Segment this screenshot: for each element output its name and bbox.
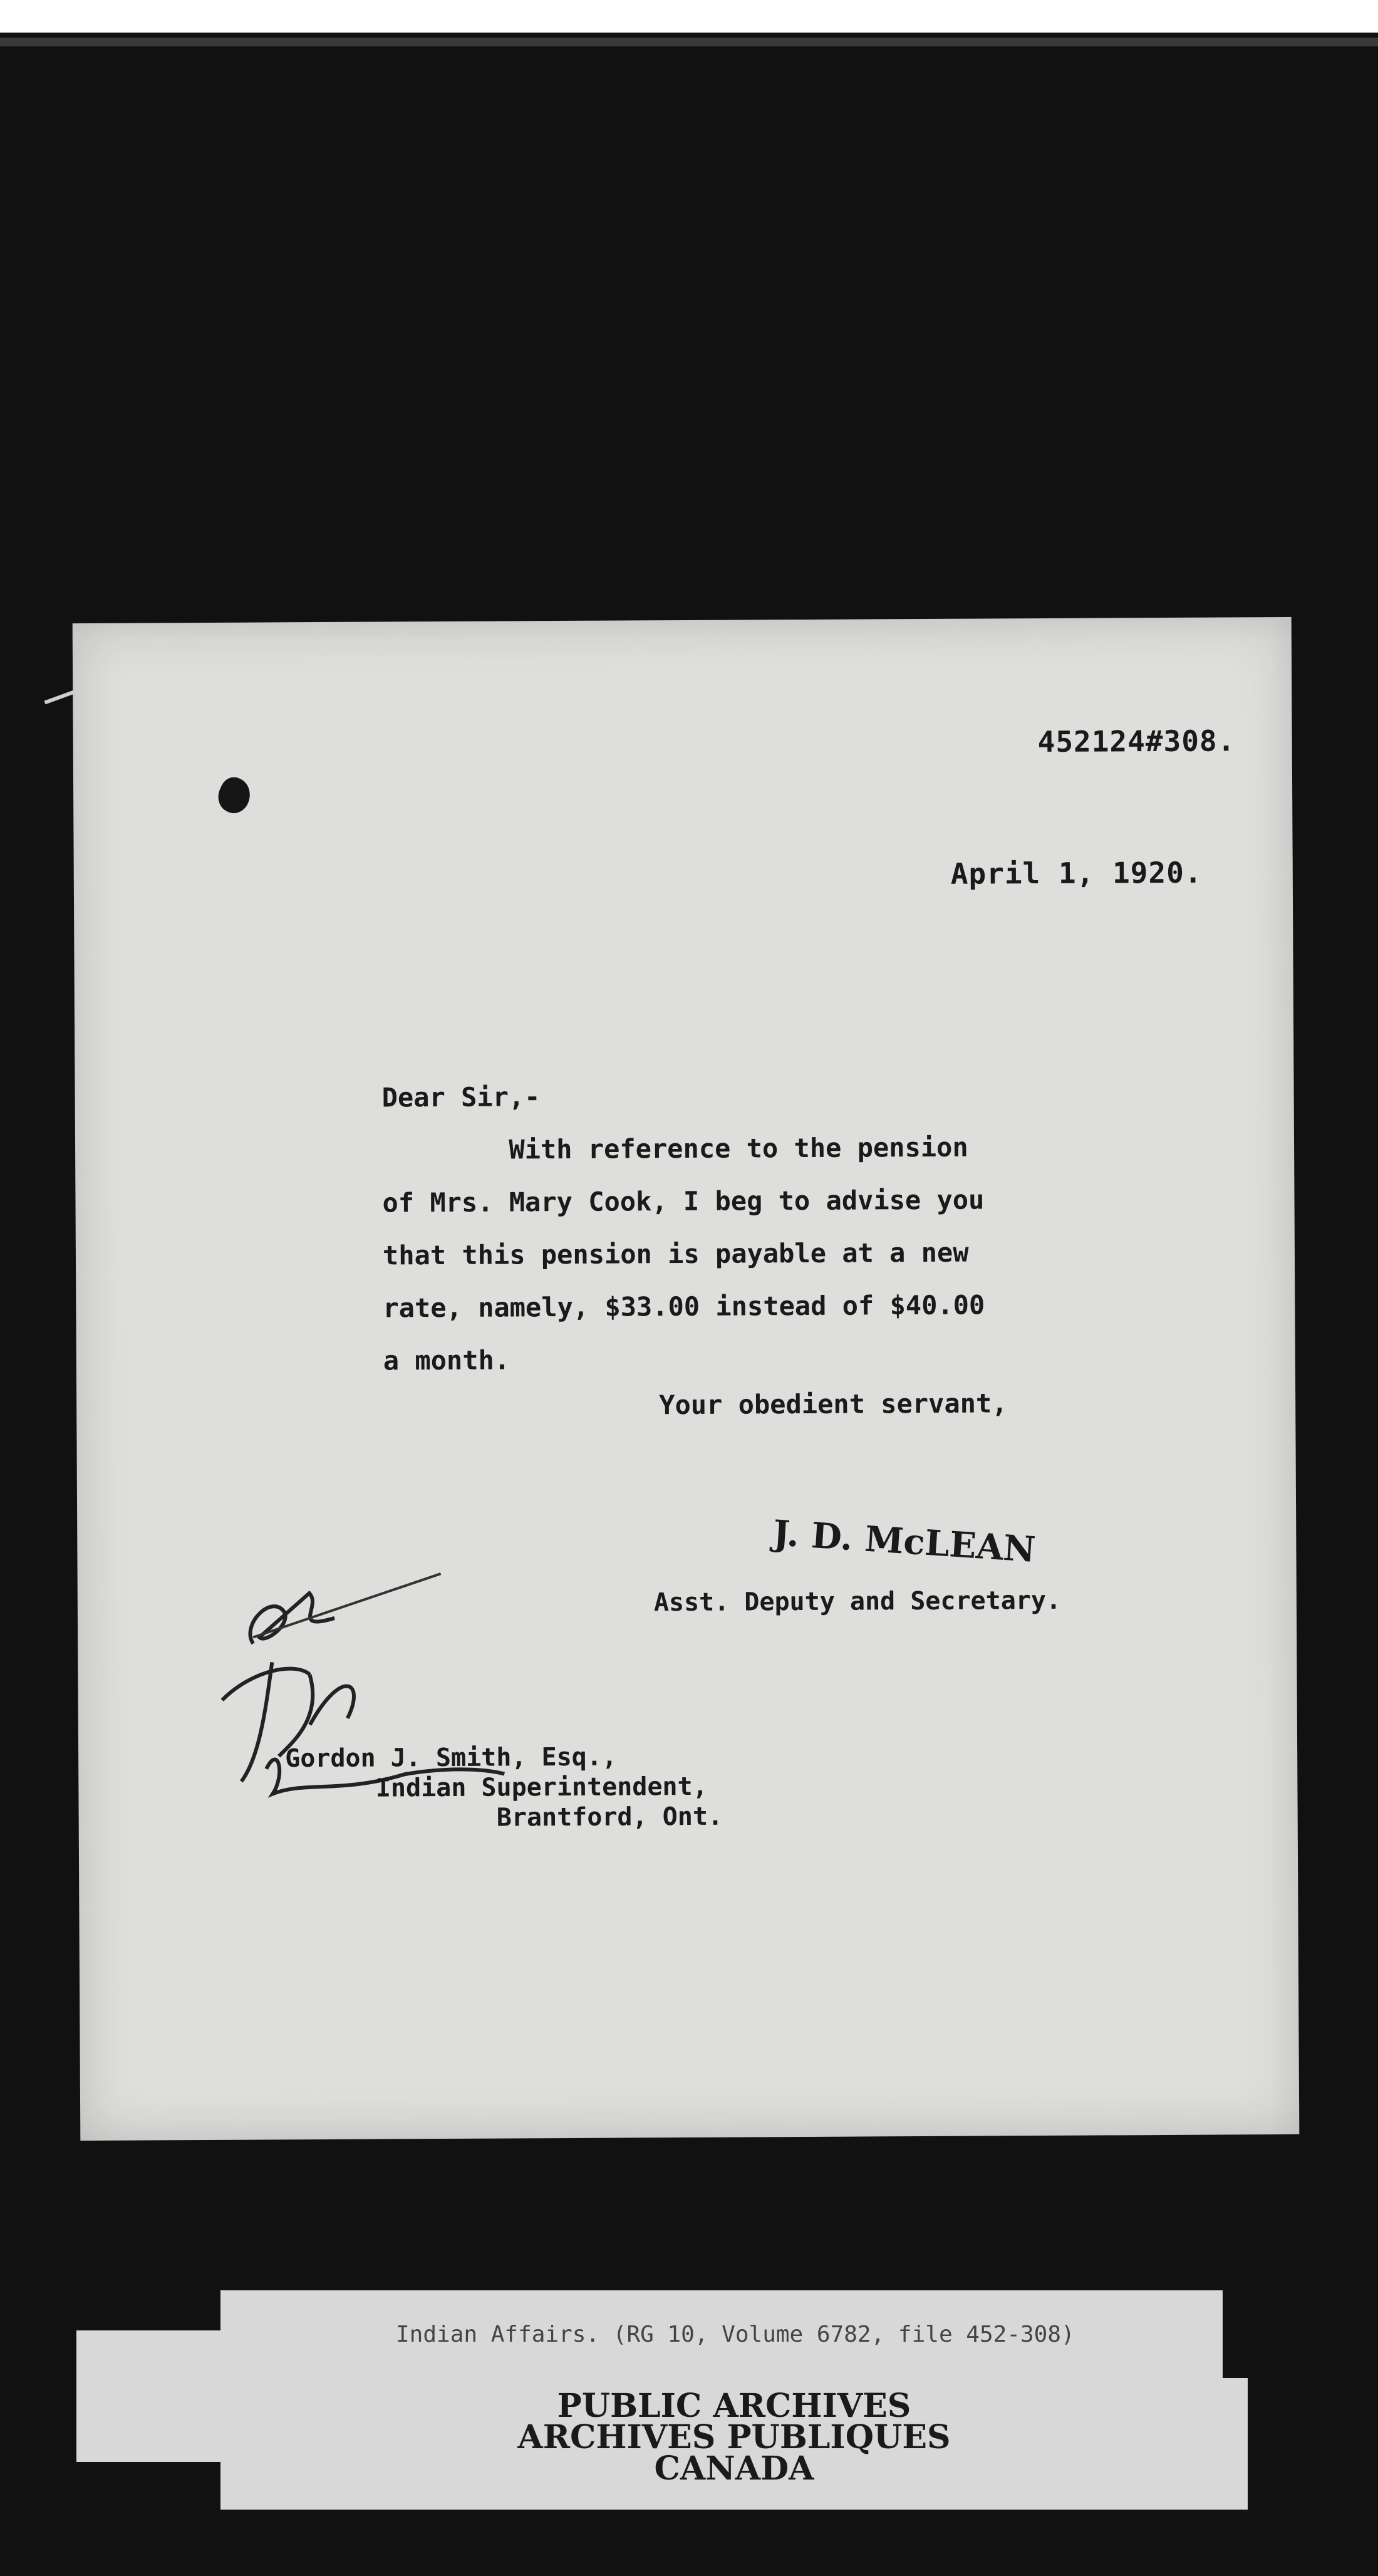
letter-body: [381, 1069, 985, 1388]
signature-stamp-text: J. D. McLEAN: [772, 1512, 1037, 1571]
ink-blot: [213, 773, 256, 818]
archive-label-notch: [1223, 2290, 1248, 2378]
file-number: 452124#308.: [1037, 724, 1236, 759]
salutation: Dear Sir,-: [381, 1081, 541, 1113]
body-line-3: that this pension is payable at a new: [382, 1237, 969, 1271]
archive-country: CANADA: [654, 2449, 814, 2488]
film-edge-line: [0, 38, 1378, 46]
body-line-1: With reference to the pension: [381, 1131, 968, 1166]
signatory-title: Asst. Deputy and Secretary.: [653, 1586, 1062, 1618]
archive-name-fr: ARCHIVES PUBLIQUES: [517, 2418, 951, 2456]
addressee-line-3: Brantford, Ont.: [285, 1802, 723, 1834]
letter-page: [73, 617, 1300, 2141]
addressee-line-2: Indian Superintendent,: [285, 1772, 708, 1804]
addressee-block: [285, 1742, 723, 1834]
archive-reference: Indian Affairs. (RG 10, Volume 6782, file 452-308): [396, 2322, 1075, 2347]
body-line-2: of Mrs. Mary Cook, I beg to advise you: [382, 1184, 985, 1218]
archive-name-en: PUBLIC ARCHIVES: [557, 2387, 911, 2425]
signature-stamp: [766, 1508, 1092, 1585]
body-line-5: a month.: [383, 1344, 510, 1376]
archive-label-tab: [76, 2330, 220, 2462]
letter-date: April 1, 1920.: [950, 855, 1203, 891]
closing: Your obedient servant,: [659, 1388, 1008, 1421]
archive-label: [220, 2290, 1248, 2510]
addressee-line-1: Gordon J. Smith, Esq.,: [285, 1742, 618, 1774]
body-line-4: rate, namely, $33.00 instead of $40.00: [383, 1289, 985, 1324]
